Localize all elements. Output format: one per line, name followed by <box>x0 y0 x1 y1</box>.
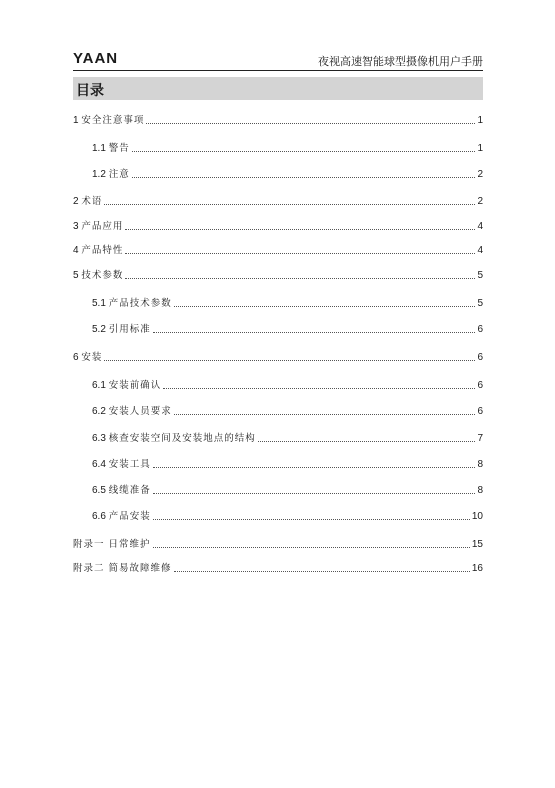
toc-entry-page: 15 <box>471 539 483 550</box>
toc-entry-page: 6 <box>477 406 483 417</box>
toc-entry-number: 4 <box>73 245 82 256</box>
toc-entry[interactable] <box>92 378 483 392</box>
toc-entry-title: 安全注意事项 <box>81 115 145 126</box>
toc-entry-number: 5 <box>73 270 82 281</box>
toc-entry-title: 术语 <box>81 196 103 207</box>
toc-entry-page: 8 <box>477 459 483 470</box>
toc-entry[interactable] <box>92 296 483 310</box>
dot-leader <box>146 123 475 124</box>
toc-entry-title: 安装工具 <box>108 459 151 470</box>
toc-entry-page: 7 <box>477 433 483 444</box>
dot-leader <box>153 547 470 548</box>
dot-leader <box>163 388 475 389</box>
toc-entry-title: 注意 <box>108 169 130 180</box>
dot-leader <box>153 467 476 468</box>
toc-entry-page: 8 <box>477 485 483 496</box>
dot-leader <box>153 332 476 333</box>
toc-entry-page: 5 <box>477 298 483 309</box>
toc-entry-page: 4 <box>477 245 483 256</box>
toc-entry-number: 1.1 <box>92 143 109 154</box>
toc-entry-title: 产品特性 <box>81 245 124 256</box>
dot-leader <box>153 493 476 494</box>
toc-entry[interactable] <box>92 404 483 418</box>
toc-entry[interactable] <box>92 167 483 181</box>
toc-entry-title: 产品安装 <box>108 511 151 522</box>
toc-entry[interactable] <box>73 219 483 233</box>
toc-entry-page: 2 <box>477 196 483 207</box>
toc-entry[interactable] <box>92 141 483 155</box>
toc-entry[interactable] <box>92 322 483 336</box>
toc-entry-page: 16 <box>471 563 483 574</box>
dot-leader <box>174 571 470 572</box>
dot-leader <box>132 151 476 152</box>
toc-entry-page: 4 <box>477 221 483 232</box>
toc-entry[interactable] <box>92 509 483 523</box>
toc-entry-number: 1 <box>73 115 82 126</box>
dot-leader <box>125 278 475 279</box>
dot-leader <box>258 441 476 442</box>
toc-entry-page: 1 <box>477 143 483 154</box>
toc-heading: 目录 <box>76 83 104 99</box>
toc-entry-page: 1 <box>477 115 483 126</box>
brand-logo-text: YAAN <box>73 50 119 67</box>
toc-entry-page: 6 <box>477 380 483 391</box>
toc-entry-title: 产品应用 <box>81 221 124 232</box>
toc-entry[interactable] <box>92 483 483 497</box>
toc-entry-title: 线缆准备 <box>108 485 151 496</box>
dot-leader <box>104 360 475 361</box>
dot-leader <box>125 229 475 230</box>
toc-entry[interactable] <box>73 194 483 208</box>
toc-entry-title: 安装人员要求 <box>108 406 172 417</box>
toc-entry-title: 安装 <box>81 352 103 363</box>
toc-entry[interactable] <box>92 431 483 445</box>
dot-leader <box>174 414 476 415</box>
toc-entry[interactable] <box>73 113 483 127</box>
toc-entry-number: 6.6 <box>92 511 109 522</box>
toc-entry-page: 2 <box>477 169 483 180</box>
toc-entry-number: 6.5 <box>92 485 109 496</box>
toc-entry-page: 6 <box>477 324 483 335</box>
toc-entry-number: 6 <box>73 352 82 363</box>
toc-entry-number: 3 <box>73 221 82 232</box>
dot-leader <box>132 177 476 178</box>
toc-entry-number: 6.1 <box>92 380 109 391</box>
toc-entry-title: 警告 <box>108 143 130 154</box>
toc-entry-number: 2 <box>73 196 82 207</box>
toc-entry-number: 6.3 <box>92 433 109 444</box>
page-header <box>73 50 483 71</box>
toc-entry-number: 5.2 <box>92 324 109 335</box>
toc-entry-title: 安装前确认 <box>108 380 162 391</box>
toc-entry[interactable] <box>73 350 483 364</box>
toc-entry-number: 6.4 <box>92 459 109 470</box>
toc-entry-page: 10 <box>471 511 483 522</box>
dot-leader <box>153 519 470 520</box>
document-title: 夜视高速智能球型摄像机用户手册 <box>318 55 483 68</box>
toc-entry-page: 5 <box>477 270 483 281</box>
toc-heading-bar <box>73 77 483 100</box>
toc-entry[interactable] <box>73 561 483 575</box>
toc-entry-title: 附录一 日常维护 <box>73 539 151 550</box>
toc-entry[interactable] <box>73 243 483 257</box>
toc-entry-title: 核查安装空间及安装地点的结构 <box>108 433 256 444</box>
toc-entry-title: 技术参数 <box>81 270 124 281</box>
toc-entry-number: 5.1 <box>92 298 109 309</box>
dot-leader <box>174 306 476 307</box>
dot-leader <box>104 204 475 205</box>
toc-entry[interactable] <box>92 457 483 471</box>
toc-entry-title: 附录二 简易故障维修 <box>73 563 172 574</box>
dot-leader <box>125 253 475 254</box>
toc-entry-page: 6 <box>477 352 483 363</box>
toc-entry-number: 6.2 <box>92 406 109 417</box>
toc-entry-number: 1.2 <box>92 169 109 180</box>
toc-entry[interactable] <box>73 537 483 551</box>
toc-entry-title: 产品技术参数 <box>108 298 172 309</box>
toc-entry-title: 引用标准 <box>108 324 151 335</box>
toc-entry[interactable] <box>73 268 483 282</box>
